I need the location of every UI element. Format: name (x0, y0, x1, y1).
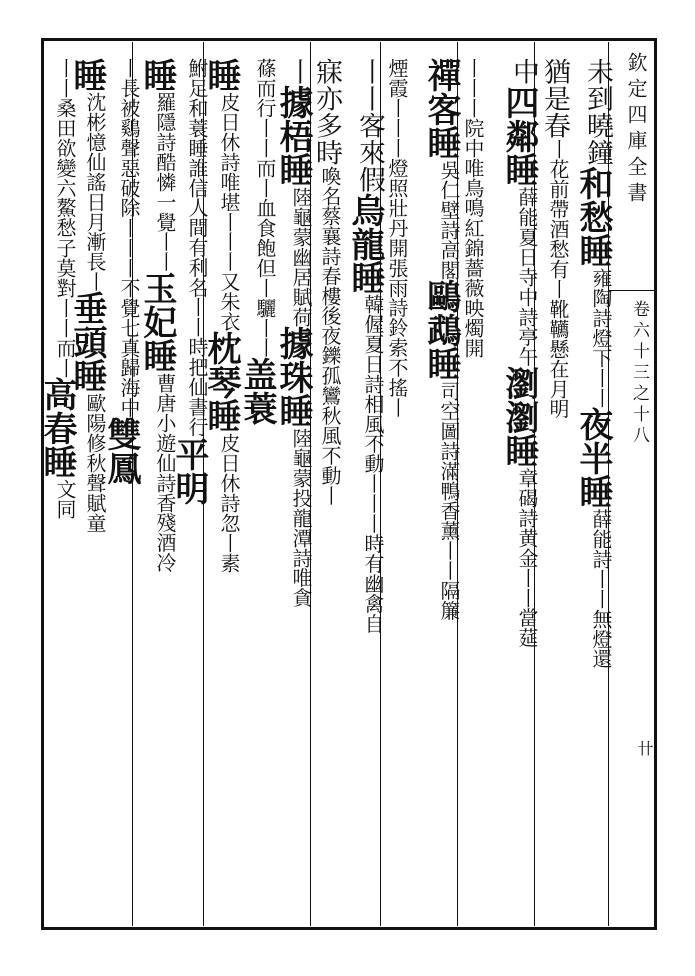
headword: 玉妃睡 (137, 271, 178, 374)
body-text: 猶是春 (538, 58, 570, 139)
annotation-text: 血食飽但丨驪丨丨 (252, 197, 277, 358)
annotation-text: 鮒足和蓑睡誰信人間有利名 (184, 58, 209, 298)
headword: 睡 (137, 58, 178, 92)
annotation-text: 薛能夏日寺中詩亭午 (514, 186, 539, 367)
headword: 據珠睡 (273, 326, 314, 429)
headword: 烏龍睡 (345, 192, 386, 295)
text-column (386, 58, 420, 928)
annotation-text: 蓧而行丨丨而丨 (252, 58, 277, 198)
annotation-text: 雍陶詩燈下丨丨 (588, 267, 613, 408)
annotation-text: 燈照壯丹開張雨詩鈴索不搖丨 (384, 157, 409, 418)
headword: 雙鳳 (101, 417, 142, 485)
text-column (421, 58, 462, 928)
text-column (37, 58, 78, 928)
headword: 睡 (67, 58, 108, 92)
annotation-text: 有丨靴韉懸在月明 (545, 258, 570, 419)
leaf-mark: 卄 (635, 740, 654, 756)
juan-label: 卷六十三之十八 (629, 300, 649, 447)
annotation-text: 皮日休詩唯堪丨丨丨又朱衣 (216, 91, 241, 332)
headword: 高春睡 (37, 377, 78, 479)
text-column (169, 58, 210, 928)
annotation-text: 紅錦薔薇映燭開 (460, 217, 485, 358)
annotation-text: 沈彬憶仙謠日月漸長丨 (82, 91, 107, 292)
body-text: 中 (507, 58, 539, 85)
annotation-text: 陸龜蒙投龍潭詩唯貪 (288, 428, 313, 608)
annotation-text: 丨長被鷄聲惡破除 (116, 58, 141, 218)
headword: 禪客睡 (421, 58, 462, 160)
body-text: 未到曉鐘 (581, 58, 613, 166)
annotation-text: 章碣詩黄金丨丨當莚 (514, 468, 539, 648)
annotation-text: 丨丨時把仙書行 (184, 297, 209, 438)
annotation-text: 陸龜蒙幽居賦荷 (288, 186, 313, 327)
annotation-text: 丨丨丨不覺七真歸海中 (116, 217, 141, 418)
text-column (237, 58, 278, 928)
text-column (312, 58, 346, 928)
annotation-text: 煙霞丨丨丨 (384, 58, 409, 158)
annotation-text: 丨丨桑田欲變六鰲愁 (52, 58, 77, 238)
annotation-text: 吳仁壁詩高閣 (436, 159, 461, 280)
annotation-text: 羅隱詩酷憐一覺丨丨 (152, 91, 177, 272)
body-text: 寐亦多時 (310, 58, 342, 166)
headword: 垂頭睡 (67, 291, 108, 394)
annotation-text: 司空圖詩滿鴨香薰丨丨隔簾 (436, 381, 461, 621)
annotation-text: 文同 (52, 478, 77, 519)
annotation-text: 薛能詩丨丨無燈還 (588, 508, 613, 669)
annotation-text: 子莫對丨丨而丨 (52, 237, 77, 378)
headword: 平明 (169, 437, 210, 505)
annotation-text: 喚名蔡襄詩春樓後夜鑠孤鸞秋風不動丨 (317, 165, 342, 505)
headword: 睡 (201, 58, 242, 92)
annotation-text: 韓偓夏日詩相風不動丨丨丨時有幽禽自 (360, 294, 385, 634)
text-column (345, 58, 386, 928)
annotation-text: 丨丨丨院中唯鳥鳴 (460, 58, 485, 218)
text-column (137, 58, 178, 928)
annotation-text: 皮日休詩忽丨素 (216, 433, 241, 573)
annotation-text: 丨花前帶酒愁 (545, 138, 570, 259)
annotation-text: 歐陽修秋聲賦童 (82, 393, 107, 533)
headword: 夜半睡 (573, 407, 614, 509)
headword: 鷗鵡睡 (421, 279, 462, 382)
text-column (499, 58, 540, 928)
headword: 盖蓑 (237, 357, 278, 426)
body-text: 丨丨客來假 (353, 58, 385, 193)
book-title: 欽定四庫全書 (624, 52, 648, 208)
headword: 據梧睡 (273, 84, 314, 187)
body-text: 丨 (281, 58, 313, 85)
text-column (573, 58, 614, 928)
headword: 和愁睡 (573, 165, 614, 268)
text-column (273, 58, 314, 928)
text-column (101, 58, 142, 928)
headword: 瀏瀏睡 (499, 366, 540, 469)
text-column (540, 58, 574, 928)
headword: 四鄰睡 (499, 84, 540, 187)
text-column (462, 58, 496, 928)
annotation-text: 曹唐小遊仙詩香殘酒冷 (152, 373, 177, 573)
headword: 枕琴睡 (201, 331, 242, 434)
